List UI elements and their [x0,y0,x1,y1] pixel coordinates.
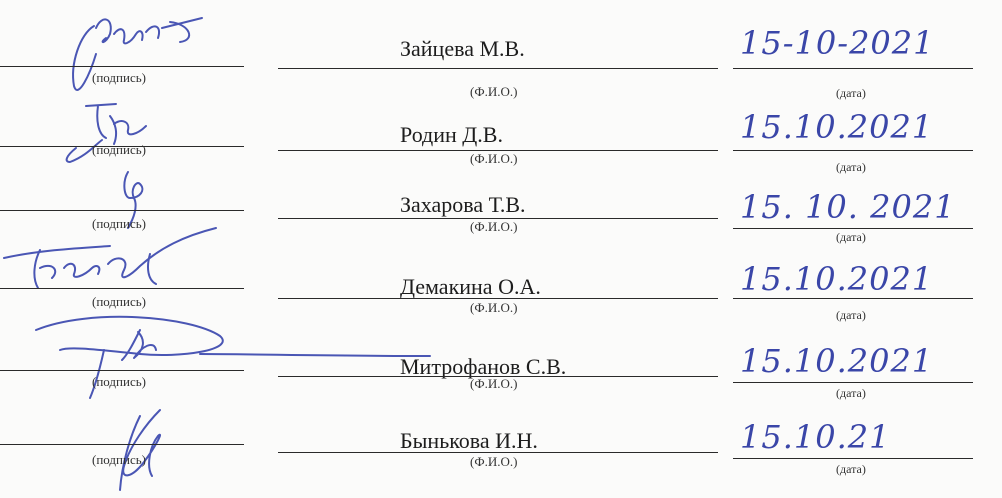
date-caption: (дата) [836,86,866,100]
date-caption: (дата) [836,308,866,322]
signature-row-6 [0,406,1002,486]
date-line [733,68,973,69]
handwritten-date: 15. 10. 2021 [740,188,956,226]
signature-line [0,66,244,67]
name-caption: (Ф.И.О.) [470,219,518,234]
date-line [733,150,973,151]
signature-line [0,370,244,371]
person-name: Зайцева М.В. [400,36,525,61]
signature-caption: (подпись) [92,142,146,157]
signature-caption: (подпись) [92,70,146,85]
person-name: Захарова Т.В. [400,192,526,217]
name-caption: (Ф.И.О.) [470,454,518,469]
person-name: Митрофанов С.В. [400,354,567,379]
signature-line [0,444,244,445]
signature-caption: (подпись) [92,216,146,231]
date-line [733,458,973,459]
handwritten-date: 15.10.21 [740,418,891,456]
name-caption: (Ф.И.О.) [470,84,518,99]
person-name: Родин Д.В. [400,122,503,147]
date-caption: (дата) [836,230,866,244]
handwritten-date: 15.10.2021 [740,260,934,298]
name-line [278,298,718,299]
handwritten-date: 15.10.2021 [740,342,934,380]
name-line [278,452,718,453]
name-caption: (Ф.И.О.) [470,300,518,315]
person-name: Демакина О.А. [400,274,541,299]
signature-caption: (подпись) [92,294,146,309]
handwritten-signature-1 [50,4,210,104]
date-caption: (дата) [836,462,866,476]
name-caption: (Ф.И.О.) [470,376,518,391]
signature-line [0,288,244,289]
date-line [733,298,973,299]
signature-line [0,210,244,211]
date-caption: (дата) [836,386,866,400]
person-name: Бынькова И.Н. [400,428,538,453]
signature-caption: (подпись) [92,374,146,389]
signature-row-4 [0,228,1002,322]
date-caption: (дата) [836,160,866,174]
handwritten-date: 15.10.2021 [740,108,934,146]
signature-row-1 [0,0,1002,100]
date-line [733,382,973,383]
handwritten-signature-4 [0,224,230,304]
name-caption: (Ф.И.О.) [470,151,518,166]
signature-caption: (подпись) [92,452,146,467]
name-line [278,68,718,69]
handwritten-signature-2 [56,100,186,170]
handwritten-date: 15-10-2021 [740,24,935,62]
signature-row-5 [0,318,1002,398]
